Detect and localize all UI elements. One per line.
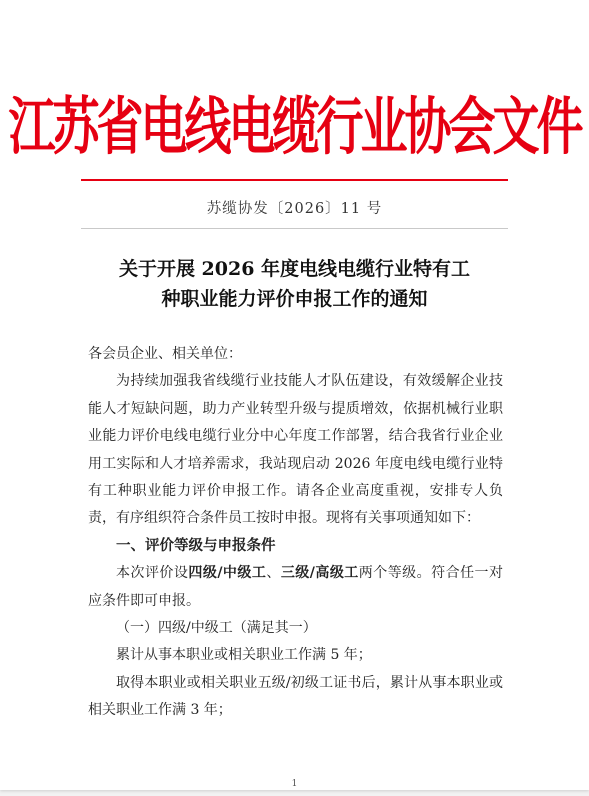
notice-title [0, 254, 589, 314]
levels-separator: 、 [266, 565, 281, 582]
levels-paragraph [88, 560, 503, 615]
salutation: 各会员企业、相关单位： [88, 346, 242, 362]
header-divider [81, 228, 508, 229]
notice-title-line-1: 关于开展 2026 年度电线电缆行业特有工 [118, 258, 471, 280]
page-number: 1 [291, 779, 298, 789]
levels-prefix: 本次评价设 [116, 565, 189, 582]
document-body [88, 341, 503, 725]
condition-2: 取得本职业或相关职业五级/初级工证书后，累计从事本职业或相关职业工作满 3 年； [88, 674, 503, 719]
condition-1: 累计从事本职业或相关职业工作满 5 年； [116, 647, 372, 664]
section-1-heading: 一、评价等级与申报条件 [116, 537, 276, 554]
levels-suffix: 两个等级。符合任一对应条件即可申报。 [88, 565, 504, 609]
subsection-1-heading: （一）四级/中级工（满足其一） [116, 620, 317, 637]
header-red-rule [81, 179, 508, 181]
intro-paragraph: 为持续加强我省线缆行业技能人才队伍建设，有效缓解企业技能人才短缺问题，助力产业转型升级与提质增效，依据机械行业职业能力评价电线电缆行业分中心年度工作部署，结合我省行业企业用工实际和人才培养需求，我站现启动 2026 年度电线电缆行业特有工种职业能力评价申报工作。请各企业高度重视，安排专人负责，有序组织符合条件员工按时申报。现将有关事项通知如下： [88, 373, 503, 527]
document-header-title: 江苏省电线电缆行业协会文件 [8, 91, 581, 164]
document-number: 苏缆协发〔2026〕11 号 [206, 201, 383, 217]
level-advanced: 三级/高级工 [280, 565, 359, 582]
level-intermediate: 四级/中级工 [188, 565, 267, 582]
notice-title-line-2: 种职业能力评价申报工作的通知 [161, 288, 428, 310]
